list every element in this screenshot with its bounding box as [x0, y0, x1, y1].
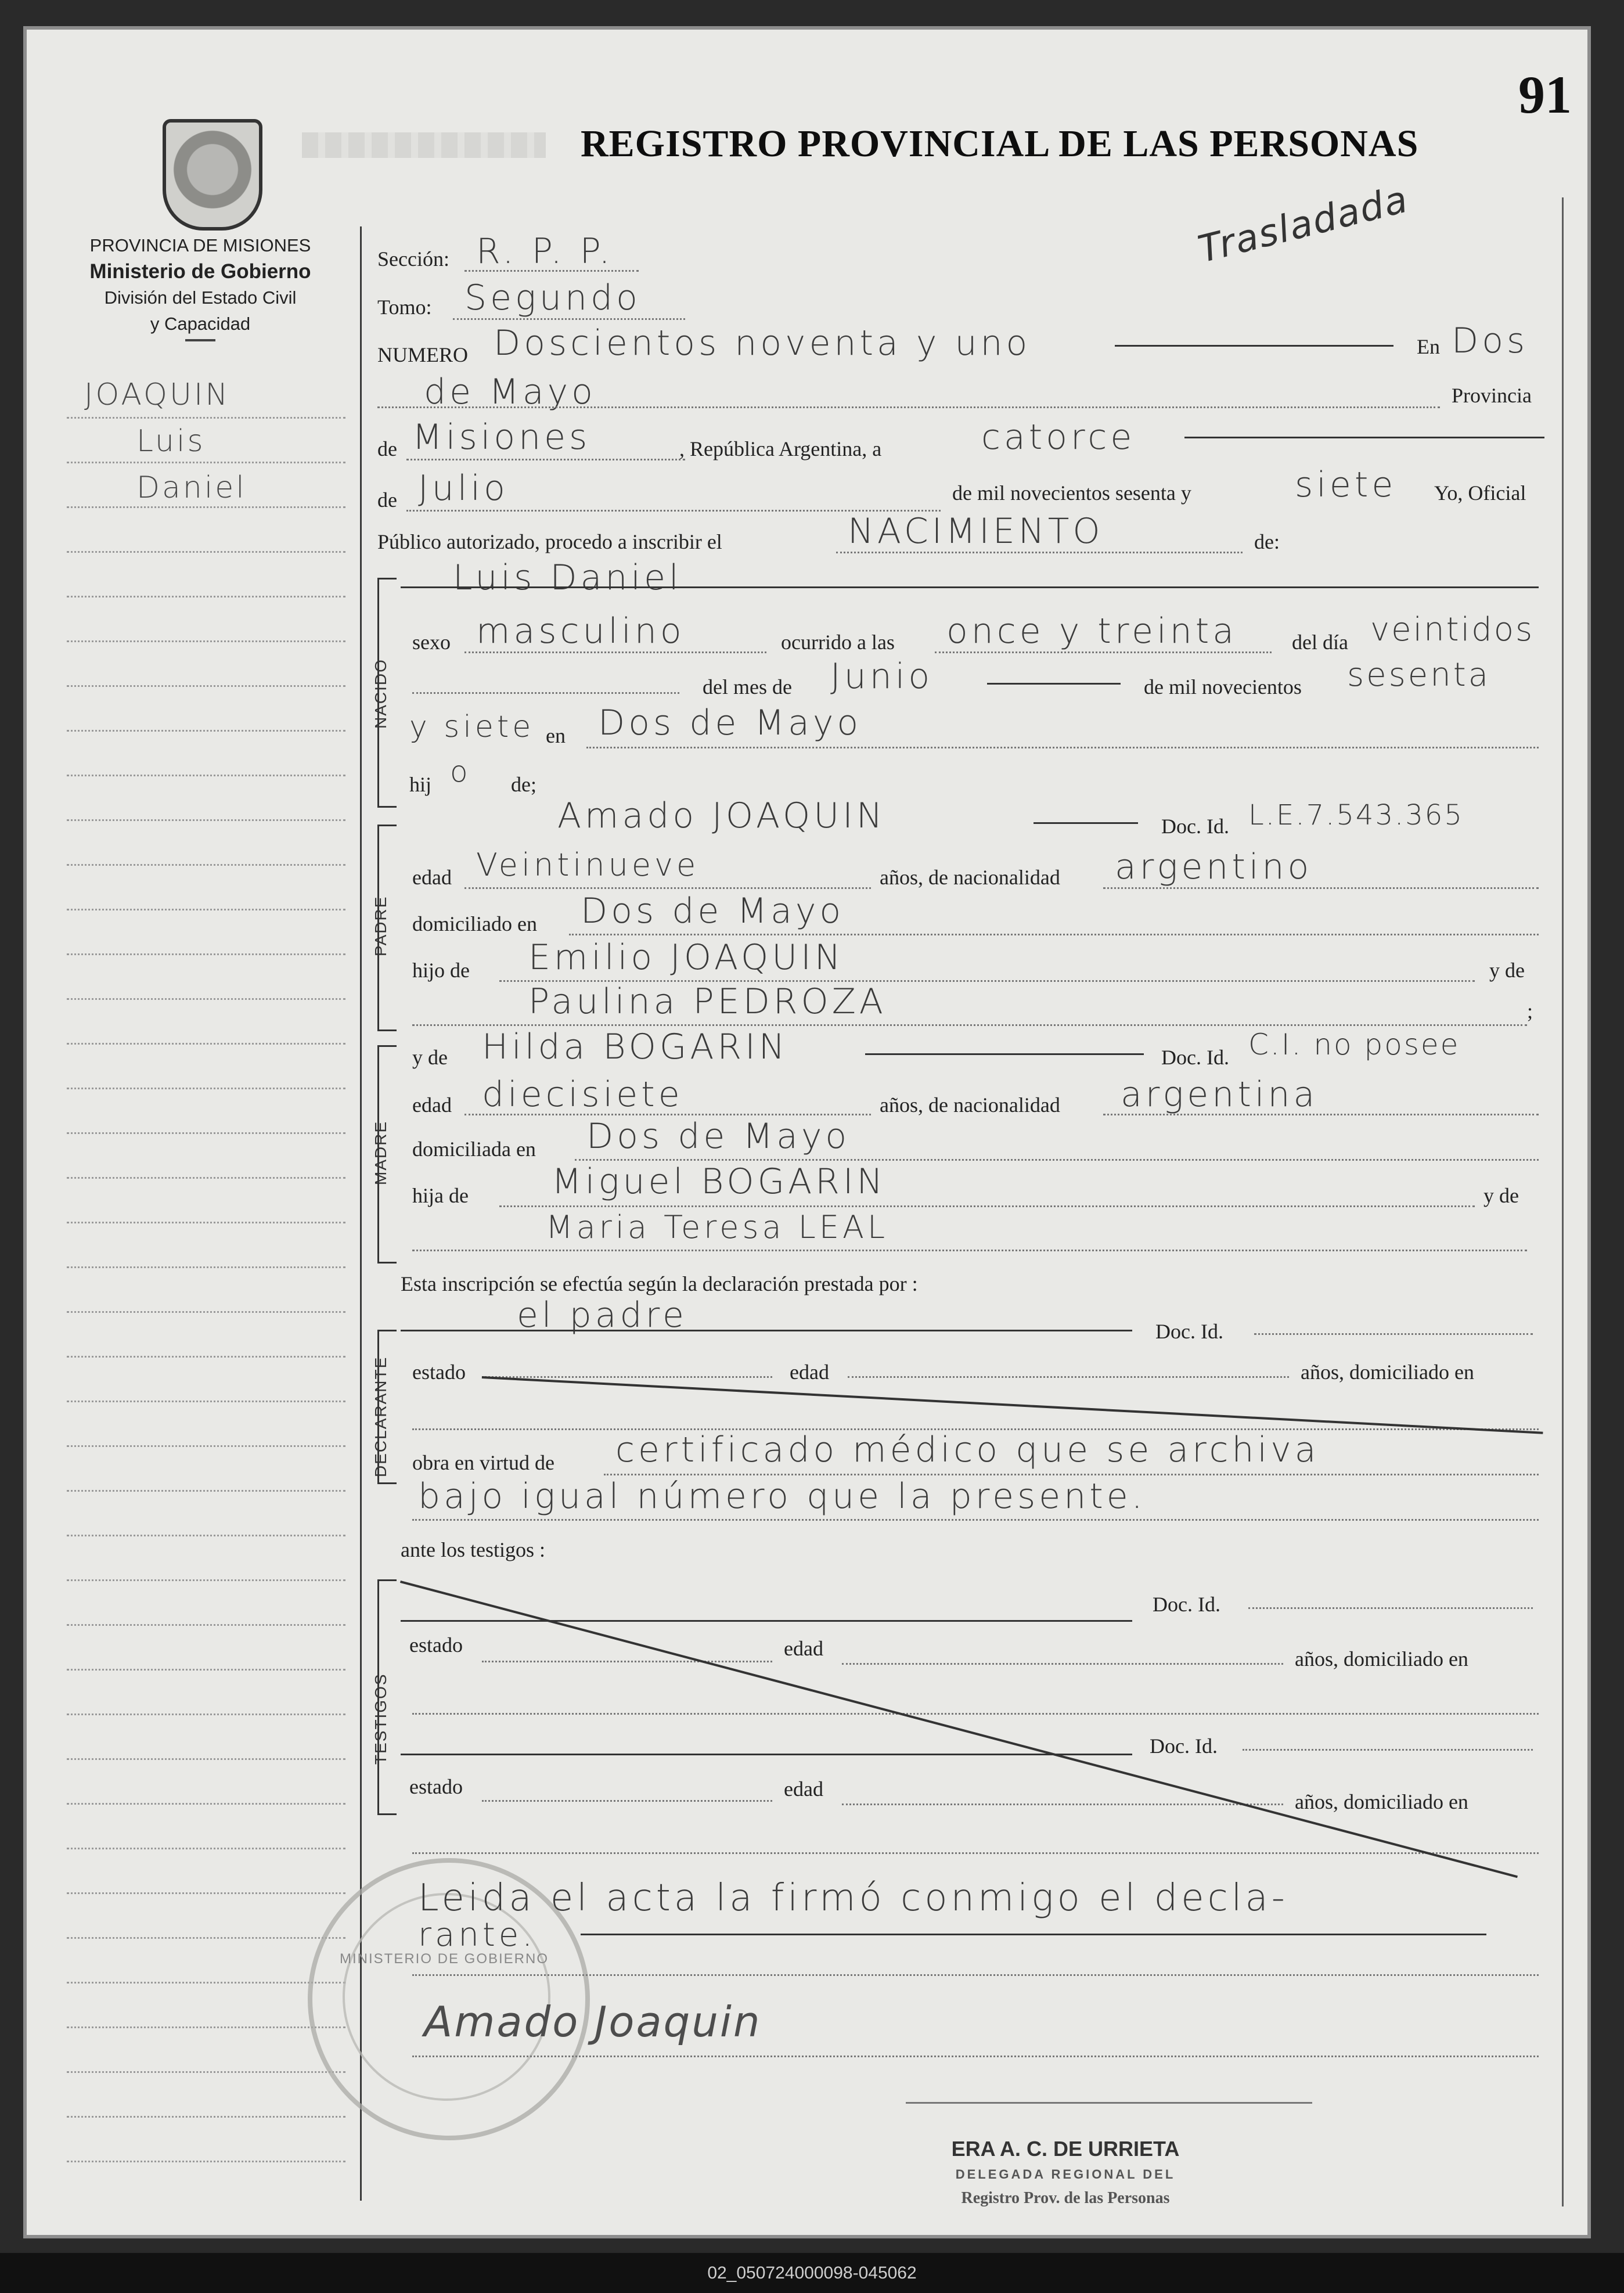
testigo1-dom-line	[412, 1713, 1539, 1715]
nacido-nombre-line	[401, 586, 1539, 588]
official-stamp-line-1: ERA A. C. DE URRIETA	[951, 2137, 1180, 2161]
margin-ruled-line	[67, 1937, 345, 1939]
margin-ruled-line	[67, 819, 345, 821]
testigo2-doc-line	[1243, 1749, 1533, 1751]
padre-edad-value: Veintinueve	[476, 847, 700, 883]
province-line-1: PROVINCIA DE MISIONES	[89, 235, 311, 255]
signature-declarante: Amado Joaquin	[424, 1997, 762, 2046]
testigo2-edad-label: edad	[784, 1777, 823, 1801]
de3-label: de:	[1254, 530, 1280, 553]
en-value-2: de Mayo	[424, 372, 596, 412]
declarante-doc-label: Doc. Id.	[1155, 1320, 1223, 1343]
trasladada-annotation: Trasladada	[1194, 178, 1413, 272]
margin-ruled-line	[67, 1535, 345, 1536]
padre-nombre-value: Amado JOAQUIN	[557, 795, 886, 836]
publico-label: Público autorizado, procedo a inscribir el	[377, 530, 722, 553]
republica-label: , República Argentina, a	[679, 437, 882, 460]
margin-ruled-line	[67, 1803, 345, 1805]
margin-ruled-line	[67, 998, 345, 1000]
padre-hijo-value-1: Emilio JOAQUIN	[528, 937, 844, 978]
padre-dom-line	[569, 934, 1539, 935]
padre-nac-label: años, de nacionalidad	[880, 866, 1060, 889]
closing-line-2	[412, 1974, 1539, 1976]
sexo-label: sexo	[412, 631, 451, 654]
padre-edad-line	[464, 887, 871, 889]
testigo2-edad-line	[842, 1804, 1283, 1805]
nacido-mes-line	[987, 683, 1121, 685]
madre-nac-value: argentina	[1121, 1074, 1319, 1115]
padre-doc-value: L.E.7.543.365	[1248, 799, 1464, 831]
padre-yde-label: y de	[1489, 959, 1525, 982]
acto-value: NACIMIENTO	[848, 511, 1104, 552]
margin-ruled-line	[67, 909, 345, 910]
declarante-dom-label: años, domiciliado en	[1301, 1360, 1474, 1384]
numero-label: NUMERO	[377, 343, 469, 366]
margin-ruled-line	[67, 1624, 345, 1626]
testigo2-doc-label: Doc. Id.	[1150, 1734, 1218, 1758]
testigo1-estado-line	[482, 1661, 772, 1662]
margin-ruled-line	[67, 953, 345, 955]
declarante-nombre-line	[401, 1330, 1132, 1331]
nacido-de-label: de;	[511, 773, 536, 796]
padre-doc-label: Doc. Id.	[1161, 815, 1229, 838]
margin-ruled-line	[67, 1445, 345, 1447]
de-label: de	[377, 437, 397, 460]
province-line-2: Ministerio de Gobierno	[89, 260, 311, 283]
en-value: Dos	[1452, 321, 1529, 361]
round-stamp-text: MINISTERIO DE GOBIERNO	[339, 1951, 549, 1967]
madre-nac-label: años, de nacionalidad	[880, 1093, 1060, 1117]
declarante-doc-line	[1254, 1333, 1533, 1335]
del-mes-label: del mes de	[703, 675, 792, 699]
padre-dom-label: domiciliado en	[412, 912, 537, 935]
madre-hija-value-1: Miguel BOGARIN	[552, 1161, 887, 1202]
obra-line	[604, 1474, 1539, 1475]
madre-edad-value: diecisiete	[482, 1074, 683, 1115]
closing-line	[581, 1934, 1486, 1935]
province-line-4: y Capacidad	[150, 314, 251, 334]
obra-value-2: bajo igual número que la presente.	[418, 1476, 1146, 1517]
padre-section-label: PADRE	[372, 895, 390, 957]
madre-edad-line	[464, 1114, 871, 1115]
oficial-label: Yo, Oficial	[1434, 481, 1526, 505]
dia-line	[1184, 437, 1544, 438]
testigo2-estado-line	[482, 1800, 772, 1802]
padre-hijo-line-2	[412, 1024, 1527, 1026]
nacido-section-label: NACIDO	[372, 658, 390, 729]
margin-ruled-line	[67, 417, 345, 419]
madre-nombre-value: Hilda BOGARIN	[482, 1027, 788, 1067]
madre-yde2-label: y de	[1483, 1184, 1519, 1207]
hora-line	[935, 651, 1272, 653]
seccion-value: R. P. P.	[476, 231, 614, 272]
margin-ruled-line	[67, 1758, 345, 1760]
sexo-value: masculino	[476, 611, 685, 651]
official-stamp-line-3: Registro Prov. de las Personas	[961, 2189, 1170, 2207]
testigos-intro: ante los testigos :	[401, 1538, 545, 1561]
margin-ruled-line	[67, 2116, 345, 2118]
madre-dom-line	[575, 1159, 1539, 1161]
official-stamp-line-2: DELEGADA REGIONAL DEL	[955, 2167, 1176, 2182]
margin-ruled-line	[67, 640, 345, 642]
nacido-nombre-value: Luis Daniel	[453, 557, 682, 598]
en-label: En	[1417, 335, 1440, 358]
document-title: REGISTRO PROVINCIAL DE LAS PERSONAS	[581, 123, 1419, 165]
margin-ruled-line	[67, 1848, 345, 1849]
provincia-value: Misiones	[412, 417, 591, 458]
en-line-2	[377, 406, 1440, 408]
margin-ruled-line	[67, 685, 345, 687]
madre-nac-line	[1103, 1114, 1539, 1115]
lugar-value: Dos de Mayo	[598, 703, 862, 743]
margin-first-name: Luis	[136, 424, 206, 459]
closing-text-1: Leida el acta la firmó conmigo el decla-	[418, 1877, 1288, 1920]
margin-ruled-line	[67, 1892, 345, 1894]
margin-ruled-line	[67, 1982, 345, 1984]
padre-hijo-value-2: Paulina PEDROZA	[528, 981, 887, 1022]
seccion-label: Sección:	[377, 247, 449, 271]
obra-value-1: certificado médico que se archiva	[615, 1430, 1320, 1470]
margin-ruled-line	[67, 1132, 345, 1134]
declarante-section-label: DECLARANTE	[372, 1356, 390, 1478]
margin-ruled-line	[67, 1714, 345, 1715]
margin-ruled-line	[67, 596, 345, 597]
padre-semicolon: ;	[1527, 999, 1533, 1023]
nacido-dia-value: veintidos	[1370, 611, 1535, 649]
padre-hijo-label: hijo de	[412, 959, 470, 982]
signature-line	[412, 2056, 1539, 2057]
ocurrido-label: ocurrido a las	[781, 631, 895, 654]
numero-value: Doscientos noventa y uno	[494, 323, 1031, 363]
dia-value: catorce	[981, 417, 1136, 458]
hij-value: o	[450, 755, 471, 789]
declarante-estado-line	[482, 1376, 772, 1378]
lugar-line	[586, 747, 1539, 748]
mes-value: Julio	[418, 468, 509, 509]
testigo1-nombre-line	[401, 1620, 1132, 1622]
numero-line	[1115, 345, 1393, 347]
provincia-line	[406, 459, 685, 460]
anio-label: de mil novecientos sesenta y	[952, 481, 1191, 505]
margin-ruled-line	[67, 551, 345, 553]
declarante-intro: Esta inscripción se efectúa según la declaración prestada por :	[401, 1272, 918, 1295]
madre-doc-value: C.I. no posee	[1248, 1028, 1460, 1061]
margin-ruled-line	[67, 1222, 345, 1223]
margin-ruled-line	[67, 506, 345, 508]
madre-dom-label: domiciliada en	[412, 1137, 536, 1161]
sexo-line	[464, 651, 766, 653]
obra-label: obra en virtud de	[412, 1451, 554, 1474]
anio-value: siete	[1295, 465, 1397, 505]
de2-label: de	[377, 488, 397, 512]
margin-ruled-line	[67, 1177, 345, 1179]
madre-hija-line	[499, 1205, 1475, 1207]
testigo1-dom-label: años, domiciliado en	[1295, 1647, 1468, 1671]
margin-ruled-line	[67, 2026, 345, 2028]
padre-nombre-line	[1034, 822, 1138, 824]
testigo1-edad-label: edad	[784, 1637, 823, 1660]
nacido-en-label: en	[546, 724, 566, 747]
tomo-label: Tomo:	[377, 296, 432, 319]
testigo1-estado-label: estado	[409, 1633, 463, 1657]
margin-ruled-line	[67, 462, 345, 463]
margin-ruled-line	[67, 2071, 345, 2073]
province-divider	[185, 339, 215, 341]
official-signature-stroke	[906, 2102, 1312, 2104]
declarante-estado-label: estado	[412, 1360, 466, 1384]
testigo2-dom-line	[412, 1852, 1539, 1854]
margin-ruled-line	[67, 1401, 345, 1402]
madre-nombre-line	[865, 1053, 1144, 1055]
margin-ruled-line	[67, 1356, 345, 1358]
margin-ruled-line	[67, 1043, 345, 1045]
madre-hija-label: hija de	[412, 1184, 469, 1207]
madre-hija-value-2: Maria Teresa LEAL	[546, 1209, 889, 1246]
margin-ruled-line	[67, 1579, 345, 1581]
madre-hija-line-2	[412, 1250, 1527, 1251]
margin-ruled-line	[67, 1669, 345, 1671]
margin-ruled-line	[67, 1266, 345, 1268]
page-number: 91	[1518, 65, 1572, 124]
padre-nac-line	[1103, 887, 1539, 889]
declarante-edad-line	[848, 1376, 1289, 1378]
nacido-anio-value-2: y siete	[409, 710, 535, 744]
province-block	[70, 232, 331, 341]
provincia-label: Provincia	[1452, 384, 1532, 407]
province-line-3: División del Estado Civil	[104, 287, 297, 308]
footer-id: 02_050724000098-045062	[0, 2253, 1624, 2293]
hij-label: hij	[409, 773, 432, 796]
padre-nac-value: argentino	[1115, 847, 1313, 887]
nacido-blank-line	[412, 692, 679, 694]
right-border-line	[1562, 197, 1564, 2206]
margin-ruled-line	[67, 1088, 345, 1089]
testigo2-estado-label: estado	[409, 1775, 463, 1798]
acto-line	[836, 552, 1243, 553]
margin-ruled-line	[67, 775, 345, 776]
declarante-edad-label: edad	[790, 1360, 829, 1384]
testigo1-doc-label: Doc. Id.	[1153, 1593, 1220, 1616]
testigo1-doc-line	[1248, 1607, 1533, 1609]
testigo2-nombre-line	[401, 1754, 1132, 1755]
declarante-nombre-value: el padre	[517, 1295, 687, 1336]
margin-ruled-line	[67, 1490, 345, 1492]
madre-edad-label: edad	[412, 1093, 452, 1117]
province-seal-icon	[163, 119, 262, 231]
tomo-line	[453, 318, 685, 320]
tomo-value: Segundo	[464, 278, 641, 318]
nacido-anio-value: sesenta	[1347, 656, 1491, 694]
testigo1-edad-line	[842, 1663, 1283, 1665]
margin-ruled-line	[67, 864, 345, 866]
madre-doc-label: Doc. Id.	[1161, 1046, 1229, 1069]
hora-value: once y treinta	[946, 611, 1238, 651]
margin-surname: JOAQUIN	[84, 377, 231, 412]
obra-line-2	[412, 1519, 1539, 1521]
del-dia-label: del día	[1292, 631, 1348, 654]
madre-yde-label: y de	[412, 1046, 448, 1069]
madre-section-label: MADRE	[372, 1120, 390, 1185]
margin-ruled-line	[67, 730, 345, 732]
margin-ruled-line	[67, 2161, 345, 2162]
madre-dom-value: Dos de Mayo	[586, 1116, 851, 1157]
testigo2-dom-label: años, domiciliado en	[1295, 1790, 1468, 1813]
left-margin-column	[67, 372, 345, 2201]
closing-text-2: rante.	[418, 1916, 536, 1954]
testigos-section-label: TESTIGOS	[372, 1673, 390, 1765]
faded-header-text	[302, 132, 546, 158]
padre-dom-value: Dos de Mayo	[581, 891, 845, 931]
padre-edad-label: edad	[412, 866, 452, 889]
mil-label: de mil novecientos	[1144, 675, 1302, 699]
margin-ruled-line	[67, 1311, 345, 1313]
seccion-line	[464, 270, 639, 272]
margin-second-name: Daniel	[136, 470, 247, 505]
nacido-mes-value: Junio	[830, 656, 934, 697]
